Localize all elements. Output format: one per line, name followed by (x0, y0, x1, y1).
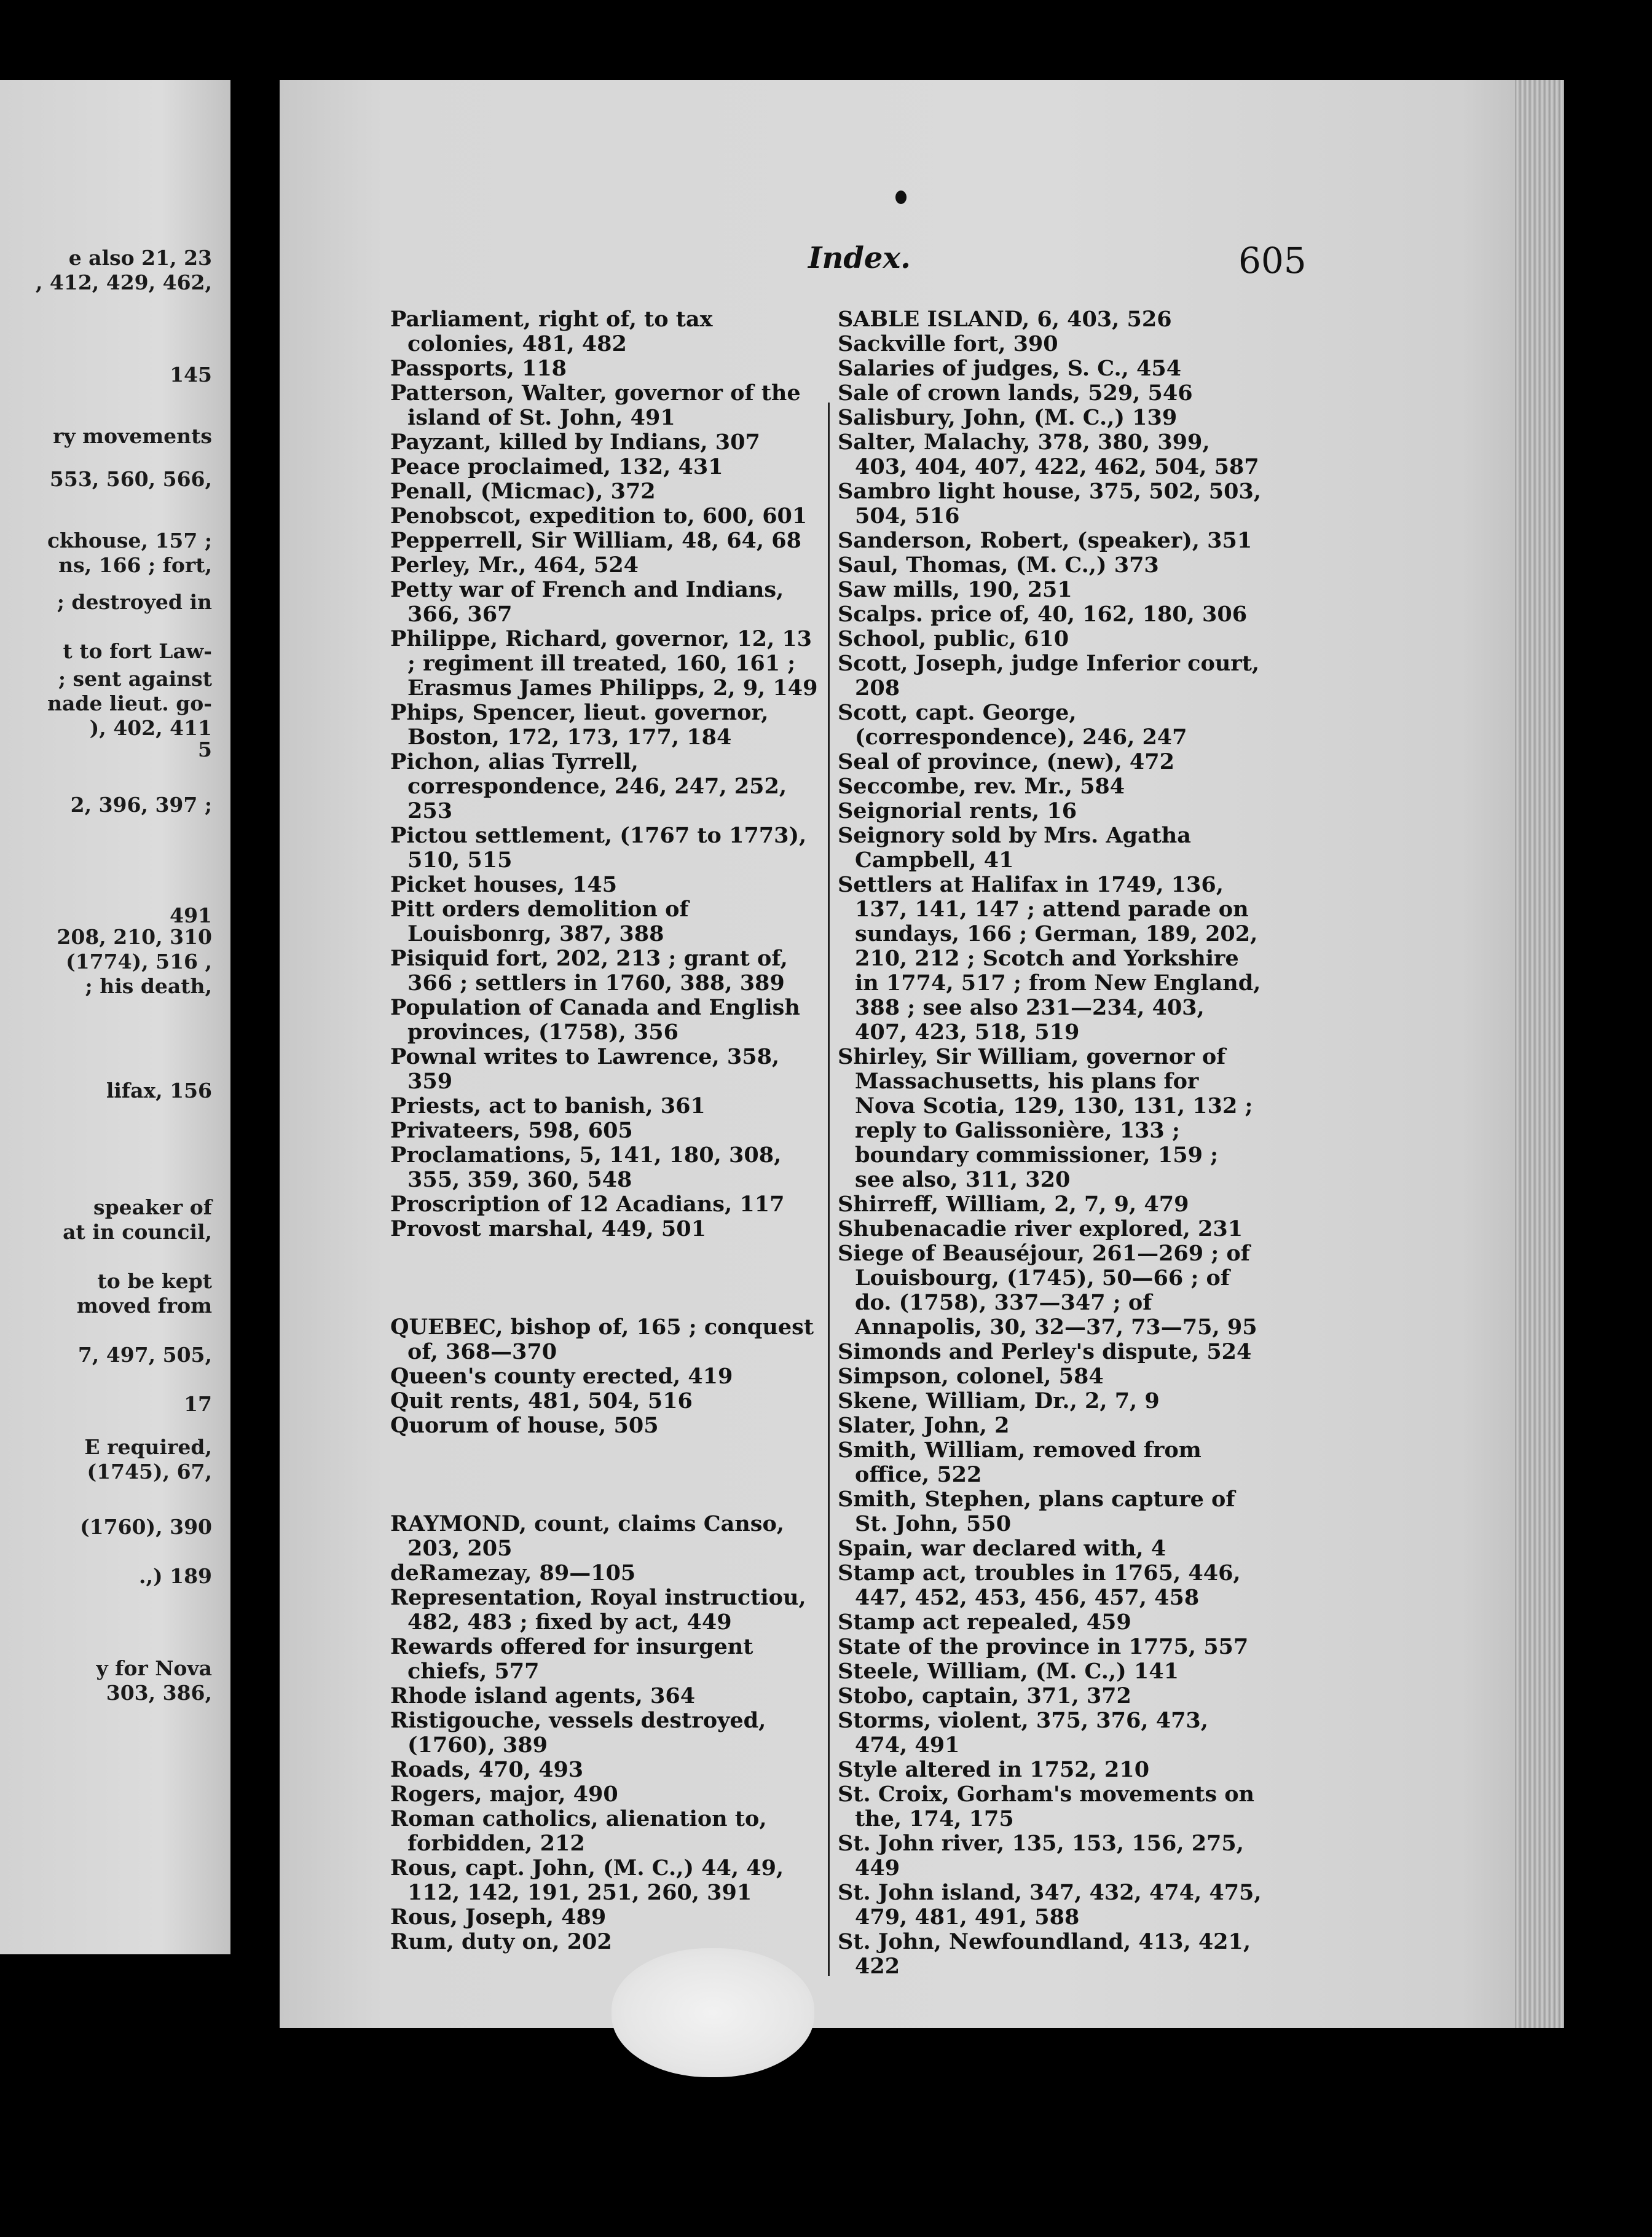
index-entry: Rogers, major, 490 (390, 1782, 618, 1807)
facing-page-line: 553, 560, 566, (49, 467, 212, 491)
facing-page-line: moved from (76, 1294, 212, 1318)
facing-page-line: e also 21, 23 (68, 246, 212, 270)
facing-page-line: ), 402, 411 (89, 716, 212, 740)
index-entry: Shirreff, William, 2, 7, 9, 479 (838, 1192, 1189, 1217)
index-entry: Roads, 470, 493 (390, 1757, 584, 1782)
index-entry: Simonds and Perley's dispute, 524 (838, 1339, 1252, 1364)
index-entry: Rhode island agents, 364 (390, 1683, 696, 1708)
index-entry: Priests, act to banish, 361 (390, 1093, 706, 1118)
facing-page-line: .,) 189 (139, 1564, 212, 1588)
page-header-title: Index. (808, 241, 911, 275)
index-entry: Rewards offered for insurgent chiefs, 577 (390, 1634, 753, 1684)
facing-page-line: lifax, 156 (106, 1079, 212, 1103)
index-entry: St. John, Newfoundland, 413, 421, 422 (838, 1929, 1251, 1979)
index-entry: Saul, Thomas, (M. C.,) 373 (838, 552, 1159, 578)
facing-page-line: 491 (170, 903, 212, 927)
index-entry: Picket houses, 145 (390, 872, 618, 897)
facing-page-line: (1745), 67, (87, 1460, 212, 1484)
index-column-left (390, 307, 825, 1954)
facing-page-line: 17 (184, 1392, 212, 1416)
index-entry: Perley, Mr., 464, 524 (390, 552, 639, 578)
index-entry: St. John island, 347, 432, 474, 475, 479, 481, 491, 588 (838, 1880, 1262, 1930)
index-entry: Pictou settlement, (1767 to 1773), 510, 515 (390, 823, 807, 873)
index-entry: Scott, Joseph, judge Inferior court, 208 (838, 651, 1260, 701)
index-entry: Philippe, Richard, governor, 12, 13 ; regiment ill treated, 160, 161 ; Erasmus James Philipps, 2, 9, 149 (390, 626, 818, 701)
index-entry: Pownal writes to Lawrence, 358, 359 (390, 1044, 780, 1094)
index-entry: Ristigouche, vessels destroyed, (1760), 389 (390, 1708, 766, 1758)
facing-page-line: nade lieut. go- (47, 691, 212, 715)
index-entry: Pichon, alias Tyrrell, correspondence, 246, 247, 252, 253 (390, 749, 787, 824)
index-entry: Phips, Spencer, lieut. governor, Boston, 172, 173, 177, 184 (390, 700, 769, 750)
facing-page-fragment (0, 80, 230, 1954)
index-entry: SABLE ISLAND, 6, 403, 526 (838, 307, 1172, 332)
facing-page-line: ns, 166 ; fort, (58, 553, 212, 577)
index-entry: Shirley, Sir William, governor of Massachusetts, his plans for Nova Scotia, 129, 130, 131, 132 ; reply to Galissonière, 133 ; boundary commissioner, 159 ; see also, 311, 320 (838, 1044, 1253, 1192)
index-entry: Style altered in 1752, 210 (838, 1757, 1150, 1782)
index-entry: Seignory sold by Mrs. Agatha Campbell, 41 (838, 823, 1191, 873)
index-entry: Salisbury, John, (M. C.,) 139 (838, 405, 1178, 430)
index-entry: Sanderson, Robert, (speaker), 351 (838, 528, 1253, 553)
index-entry: Shubenacadie river explored, 231 (838, 1216, 1243, 1241)
page-number: 605 (1238, 240, 1307, 281)
index-entry: Rum, duty on, 202 (390, 1929, 612, 1954)
index-entry: Spain, war declared with, 4 (838, 1536, 1166, 1561)
facing-page-line: E required, (84, 1435, 212, 1459)
index-entry: Stobo, captain, 371, 372 (838, 1683, 1131, 1708)
index-entry: Payzant, killed by Indians, 307 (390, 430, 760, 455)
index-entry: Seal of province, (new), 472 (838, 749, 1174, 774)
index-page (280, 80, 1564, 2028)
index-entry: Storms, violent, 375, 376, 473, 474, 491 (838, 1708, 1208, 1758)
index-entry: Steele, William, (M. C.,) 141 (838, 1659, 1179, 1684)
index-entry: Patterson, Walter, governor of the island of St. John, 491 (390, 380, 801, 430)
index-entry: Simpson, colonel, 584 (838, 1364, 1104, 1389)
index-entry: Rous, capt. John, (M. C.,) 44, 49, 112, 142, 191, 251, 260, 391 (390, 1855, 784, 1905)
index-entry: Penobscot, expedition to, 600, 601 (390, 503, 808, 529)
index-entry: Roman catholics, alienation to, forbidden, 212 (390, 1806, 767, 1856)
index-column-right (838, 307, 1262, 1979)
index-entry: Stamp act, troubles in 1765, 446, 447, 452, 453, 456, 457, 458 (838, 1560, 1241, 1610)
facing-page-line: speaker of (93, 1195, 212, 1219)
index-entry: Pitt orders demolition of Louisbonrg, 387, 388 (390, 897, 689, 946)
ink-dot (895, 191, 907, 204)
index-entry: State of the province in 1775, 557 (838, 1634, 1249, 1659)
index-entry: Seignorial rents, 16 (838, 798, 1077, 824)
facing-page-line: ; destroyed in (57, 590, 212, 614)
index-entry: Petty war of French and Indians, 366, 367 (390, 577, 784, 627)
index-entry: Settlers at Halifax in 1749, 136, 137, 141, 147 ; attend parade on sundays, 166 ; German, 189, 202, 210, 212 ; Scotch and Yorkshire in 1774, 517 ; from New England, 388 ; see also 231—234, 403, 407, 423, 518, 519 (838, 872, 1261, 1045)
index-entry: Sambro light house, 375, 502, 503, 504, 516 (838, 479, 1261, 529)
index-entry: Scalps. price of, 40, 162, 180, 306 (838, 602, 1248, 627)
page-edge (1515, 80, 1564, 2028)
facing-page-line: (1774), 516 , (66, 949, 212, 973)
facing-page-line: ckhouse, 157 ; (47, 529, 212, 552)
index-entry: St. Croix, Gorham's movements on the, 174, 175 (838, 1782, 1255, 1831)
index-entry: Rous, Joseph, 489 (390, 1905, 607, 1930)
index-entry: Seccombe, rev. Mr., 584 (838, 774, 1125, 799)
index-entry: Quit rents, 481, 504, 516 (390, 1388, 693, 1413)
facing-page-line: 7, 497, 505, (77, 1343, 212, 1367)
index-entry: St. John river, 135, 153, 156, 275, 449 (838, 1831, 1244, 1881)
index-entry: Siege of Beauséjour, 261—269 ; of Louisbourg, (1745), 50—66 ; of do. (1758), 337—347 ; of Annapolis, 30, 32—37, 73—75, 95 (838, 1241, 1257, 1340)
index-entry: Smith, Stephen, plans capture of St. John, 550 (838, 1487, 1235, 1536)
index-entry: Skene, William, Dr., 2, 7, 9 (838, 1388, 1160, 1413)
index-entry: Parliament, right of, to tax colonies, 481, 482 (390, 307, 713, 356)
facing-page-line: 208, 210, 310 (57, 925, 212, 949)
index-entry: Smith, William, removed from office, 522 (838, 1437, 1202, 1487)
index-entry: RAYMOND, count, claims Canso, 203, 205 (390, 1511, 784, 1561)
facing-page-line: at in council, (63, 1220, 212, 1244)
index-entry: Pepperrell, Sir William, 48, 64, 68 (390, 528, 801, 553)
index-entry: Penall, (Micmac), 372 (390, 479, 656, 504)
facing-page-line: , 412, 429, 462, (35, 270, 212, 294)
index-entry: Queen's county erected, 419 (390, 1364, 733, 1389)
facing-page-line: (1760), 390 (80, 1515, 212, 1539)
facing-page-line: to be kept (97, 1269, 212, 1293)
facing-page-line: ; sent against (58, 667, 212, 691)
index-entry: Proclamations, 5, 141, 180, 308, 355, 359, 360, 548 (390, 1142, 782, 1192)
facing-page-line: t to fort Law- (63, 639, 212, 663)
index-entry: Quorum of house, 505 (390, 1413, 659, 1438)
facing-page-line: ; his death, (85, 974, 212, 998)
library-stamp (612, 1948, 814, 2077)
facing-page-line: 5 (198, 737, 212, 761)
column-divider (828, 403, 830, 1976)
index-entry: Slater, John, 2 (838, 1413, 1010, 1438)
facing-page-line: 2, 396, 397 ; (70, 793, 212, 817)
index-entry: Provost marshal, 449, 501 (390, 1216, 706, 1241)
section-gap (390, 1241, 825, 1315)
index-entry: Population of Canada and English provinces, (1758), 356 (390, 995, 800, 1045)
index-entry: Representation, Royal instructiou, 482, 483 ; fixed by act, 449 (390, 1585, 806, 1635)
index-entry: Passports, 118 (390, 356, 567, 381)
index-entry: Pisiquid fort, 202, 213 ; grant of, 366 ; settlers in 1760, 388, 389 (390, 946, 788, 996)
index-entry: QUEBEC, bishop of, 165 ; conquest of, 368—370 (390, 1315, 814, 1364)
index-entry: Salaries of judges, S. C., 454 (838, 356, 1182, 381)
index-entry: School, public, 610 (838, 626, 1069, 651)
index-entry: Stamp act repealed, 459 (838, 1610, 1131, 1635)
index-entry: Scott, capt. George, (correspondence), 246, 247 (838, 700, 1187, 750)
index-entry: Sale of crown lands, 529, 546 (838, 380, 1193, 406)
index-entry: Privateers, 598, 605 (390, 1118, 633, 1143)
index-entry: deRamezay, 89—105 (390, 1560, 636, 1586)
index-entry: Peace proclaimed, 132, 431 (390, 454, 723, 479)
index-entry: Proscription of 12 Acadians, 117 (390, 1192, 785, 1217)
index-entry: Salter, Malachy, 378, 380, 399, 403, 404, 407, 422, 462, 504, 587 (838, 430, 1259, 479)
facing-page-line: 145 (170, 363, 212, 387)
facing-page-line: y for Nova (96, 1656, 212, 1680)
facing-page-line: ry movements (53, 424, 212, 448)
index-entry: Saw mills, 190, 251 (838, 577, 1072, 602)
section-gap (390, 1438, 825, 1512)
facing-page-line: 303, 386, (106, 1681, 212, 1705)
index-entry: Sackville fort, 390 (838, 331, 1058, 356)
